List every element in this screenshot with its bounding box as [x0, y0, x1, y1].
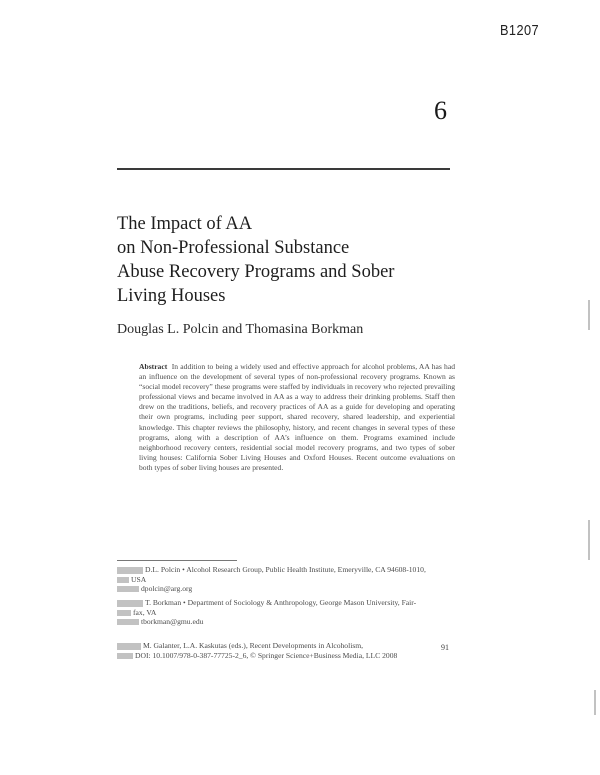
scan-artifact: [117, 586, 139, 592]
author1-email: dpolcin@arg.org: [141, 584, 193, 594]
footnote-author1: [117, 565, 426, 594]
book-citation: M. Galanter, L.A. Kaskutas (eds.), Recent Developments in Alcoholism,: [143, 641, 364, 650]
scan-artifact: [117, 567, 143, 574]
scan-edge-mark: [594, 690, 596, 715]
author2-location: fax, VA: [133, 607, 157, 617]
scan-edge-mark: [588, 300, 590, 330]
chapter-rule: [117, 168, 450, 170]
abstract-text: In addition to being a widely used and effective approach for alcohol problems, AA has had an influence on the development of several types of non-professional recovery programs. Known as “social model recovery” these programs were staffed by individuals in recovery who rejected prevailing professional views and became involved in AA as a way to address their drinking problems. Staff then drew on the traditions, beliefs, and recovery practices of AA as a guide for developing and operating their own programs, including peer support, shared recovery, shared leadership, and experiential knowledge. This chapter reviews the philosophy, history, and recent changes in several types of these programs, along with a description of AA’s influence on them. Programs examined include neighborhood recovery centers, residential social model recovery programs, and two types of sober living houses: California Sober Living Houses and Oxford Houses. Recent outcome evaluations on both types of sober living houses are presented.: [139, 362, 456, 472]
scan-artifact: [117, 653, 133, 659]
title-line: Abuse Recovery Programs and Sober: [117, 262, 395, 282]
author2-email: tborkman@gmu.edu: [141, 617, 204, 627]
footnote-book: [117, 641, 397, 660]
author-names: Douglas L. Polcin and Thomasina Borkman: [117, 322, 364, 337]
abstract-label: Abstract: [139, 362, 168, 371]
page-number: 91: [441, 643, 449, 652]
author1-country: USA: [131, 574, 147, 584]
document-stamp: B1207: [500, 22, 539, 39]
title-line: on Non-Professional Substance: [117, 238, 350, 258]
title-line: Living Houses: [117, 286, 226, 306]
chapter-title: [117, 212, 394, 308]
scan-artifact: [117, 600, 143, 607]
book-doi: DOI: 10.1007/978-0-387-77725-2_6, © Springer Science+Business Media, LLC 2008: [135, 650, 398, 660]
scan-artifact: [117, 619, 139, 625]
footnote-rule: [117, 560, 237, 561]
chapter-number: 6: [434, 96, 447, 125]
scan-artifact: [117, 610, 131, 616]
abstract: [139, 362, 455, 473]
scan-artifact: [117, 643, 141, 650]
scan-edge-mark: [588, 520, 590, 560]
footnote-author2: [117, 598, 416, 627]
title-line: The Impact of AA: [117, 214, 253, 234]
author2-affiliation: T. Borkman • Department of Sociology & Anthropology, George Mason University, Fair-: [145, 598, 417, 607]
scan-artifact: [117, 577, 129, 583]
author1-affiliation: D.L. Polcin • Alcohol Research Group, Public Health Institute, Emeryville, CA 94608-1010,: [145, 565, 426, 574]
